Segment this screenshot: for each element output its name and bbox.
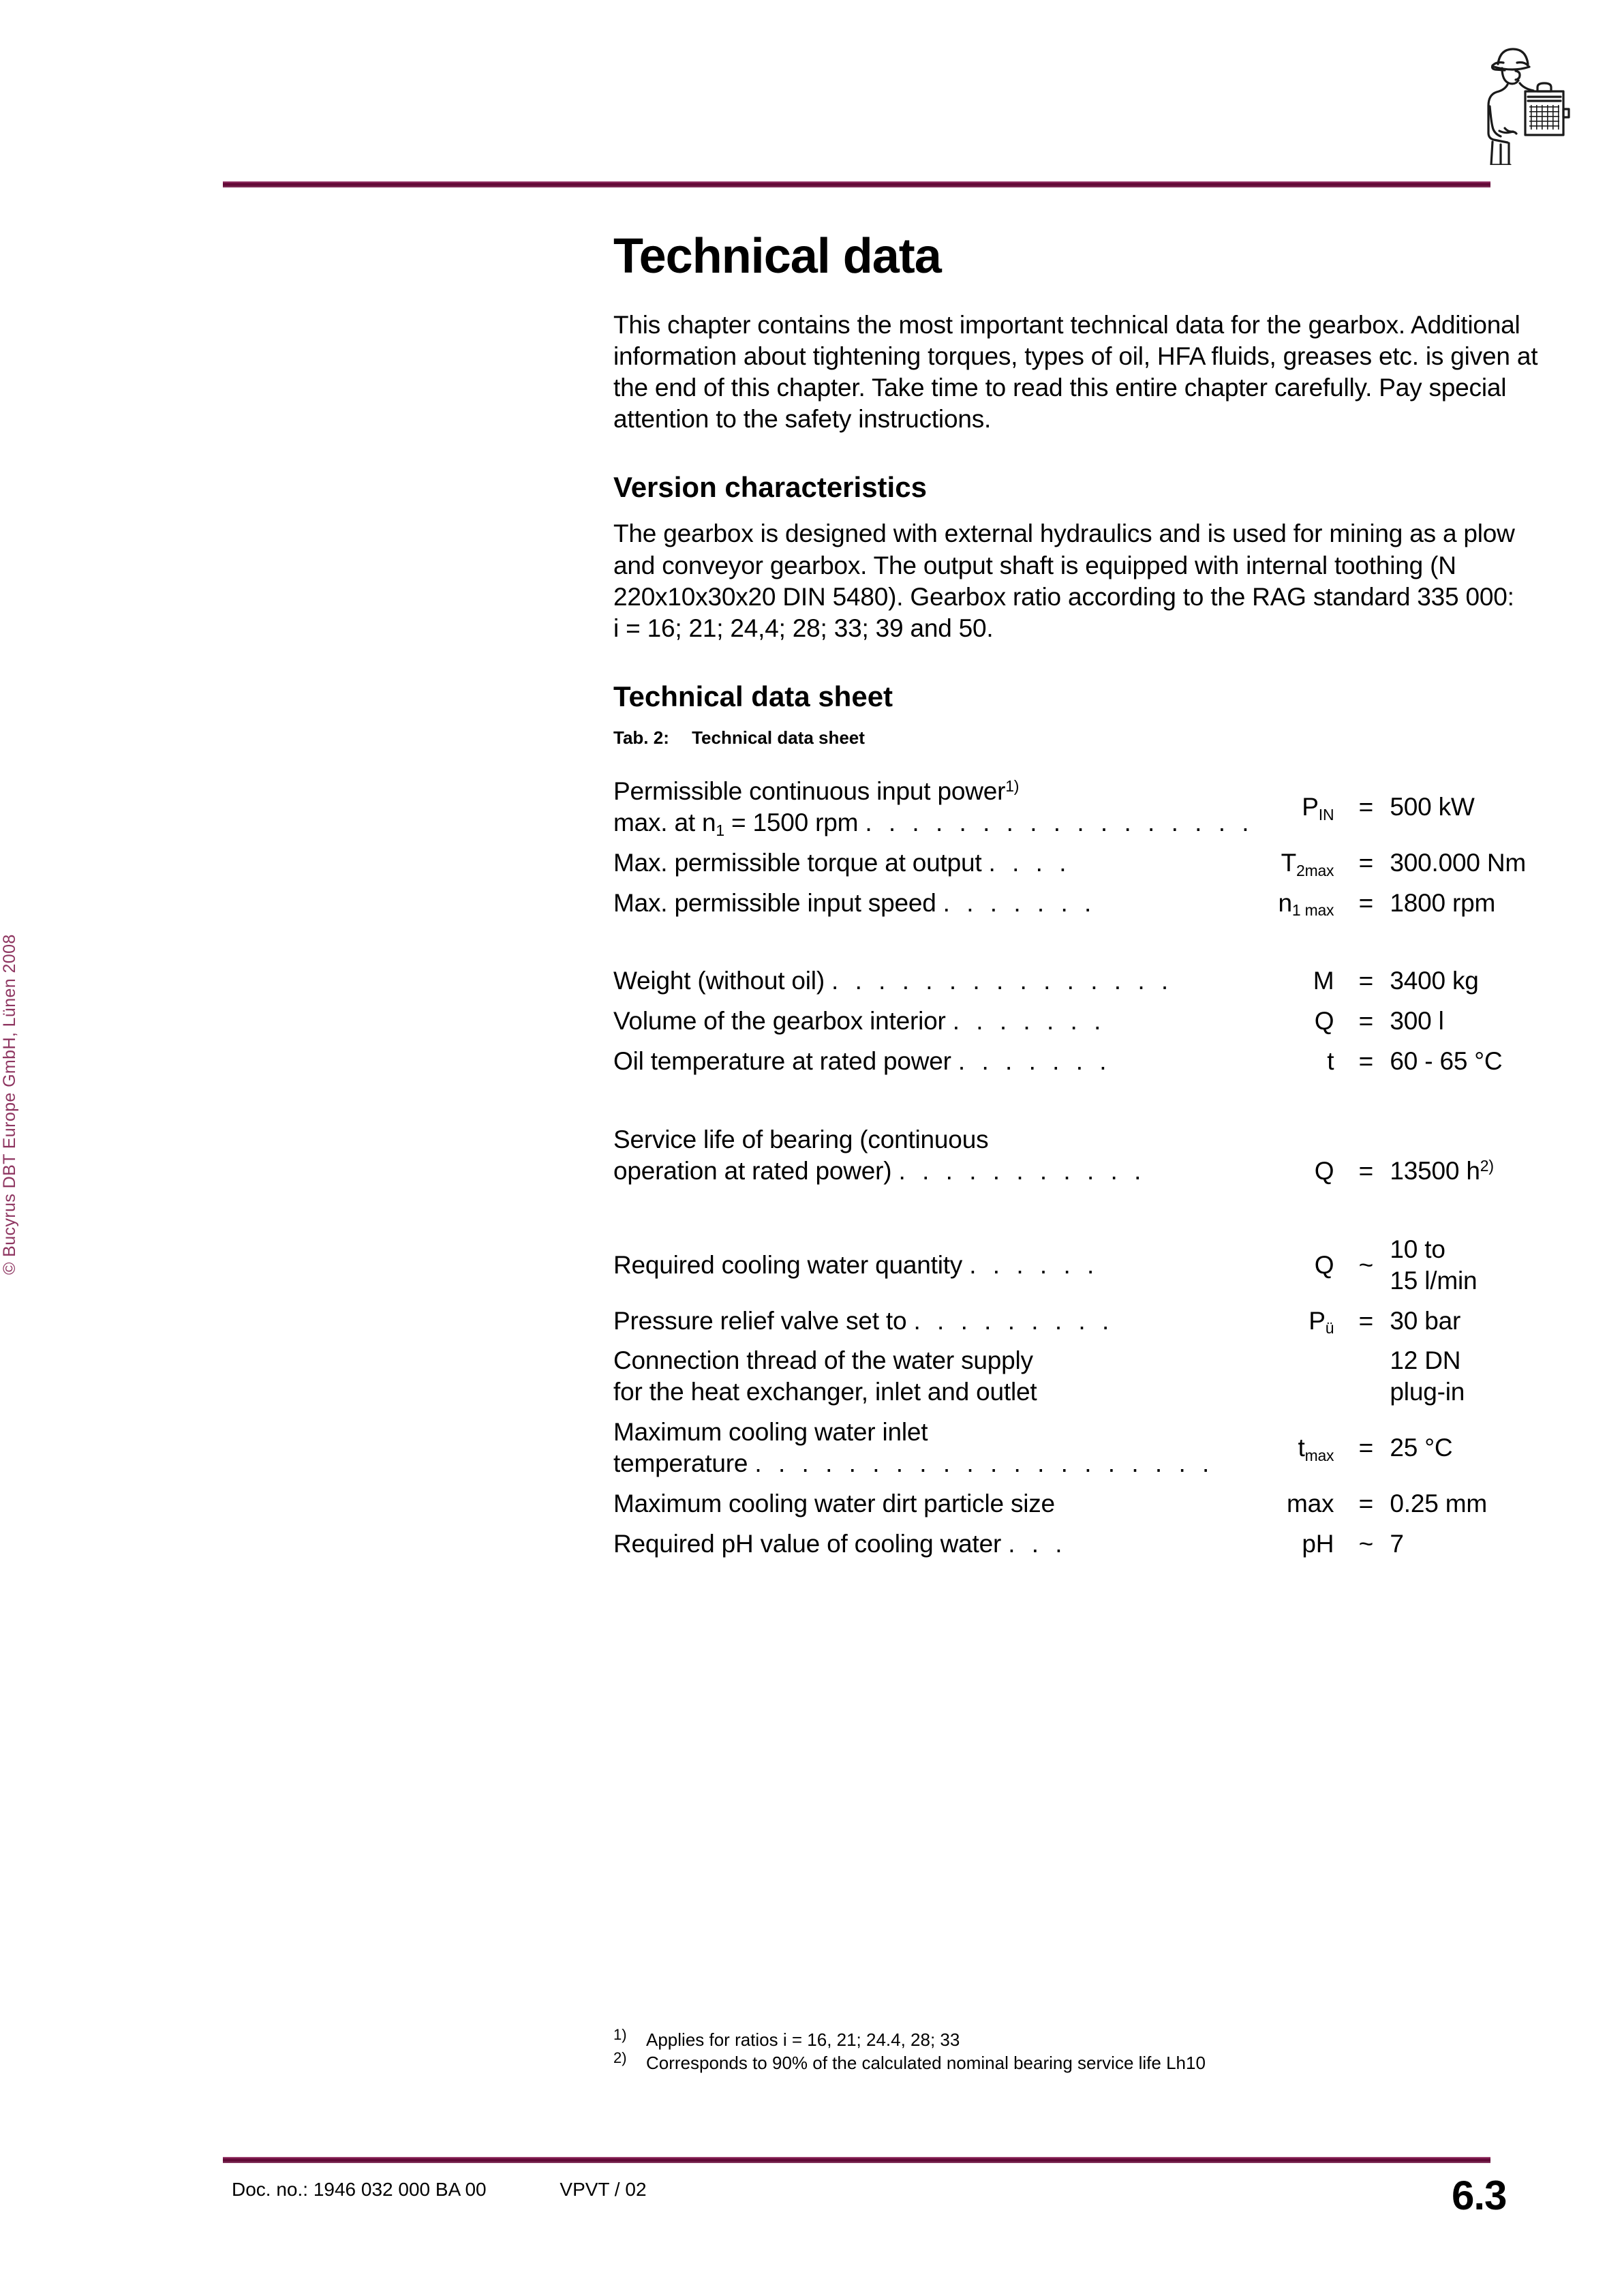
row-value: 12 DN plug-in [1390,1346,1465,1406]
row-label: Maximum cooling water dirt particle size [613,1489,1055,1517]
table-caption-number: Tab. 2: [613,727,669,748]
table-row [613,1046,1561,1086]
row-label: Required cooling water quantity . . . . . . [613,1250,1099,1279]
dot-leader: . . . . . . . . . [913,1306,1114,1335]
row-value: 500 kW [1390,792,1475,821]
row-label: Connection thread of the water supply for the heat exchanger, inlet and outlet [613,1346,1037,1406]
table-row [613,1345,1561,1417]
footnote-item [613,2051,1561,2074]
row-symbol: $P_{IN}$ [1302,792,1334,824]
row-symbol: Q [1314,1007,1334,1036]
footnote-marker: 2) [613,2049,627,2067]
page-number: 6.3 [1452,2173,1507,2218]
table-row [613,1234,1561,1305]
miner-with-clipboard-icon [1457,29,1587,165]
row-symbol: t [1327,1047,1334,1076]
technical-data-sheet-table [613,776,1561,1569]
table-row [613,1006,1561,1046]
footnote-item [613,2028,1561,2051]
row-relation: = [1358,792,1374,821]
version-characteristics-ratios: i = 16; 21; 24,4; 28; 33; 39 and 50. [613,614,994,642]
copyright-notice: © Bucyrus DBT Europe GmbH, Lünen 2008 [0,934,19,1275]
footnotes-block [613,2028,1561,2075]
main-content [613,229,1561,1569]
row-value: 3400 kg [1390,967,1479,995]
row-value: 30 bar [1390,1306,1461,1335]
footnote-text: Corresponds to 90% of the calculated nominal bearing service life Lh10 [646,2053,1206,2074]
row-relation: = [1358,848,1374,877]
section-heading-version-characteristics: Version characteristics [613,471,927,504]
row-label: Oil temperature at rated power . . . . . . . [613,1047,1112,1076]
document-number: Doc. no.: 1946 032 000 BA 00 [232,2179,487,2200]
dot-leader: . . . [1008,1529,1067,1558]
row-label: Service life of bearing (continuous operation at rated power) . . . . . . . . . . . [613,1126,1146,1185]
dot-leader: . . . . [988,848,1071,877]
table-spacer [613,1086,1561,1124]
table-row [613,1305,1561,1346]
dot-leader: . . . . . . [969,1250,1099,1279]
table-caption-text: Technical data sheet [692,727,865,748]
row-relation [1351,1345,1380,1417]
table-row [613,776,1561,847]
version-characteristics-text: The gearbox is designed with external hydraulics and is used for mining as a plow and conveyor gearbox. The output shaft is equipped with internal toothing (N 220x10x30x20 DIN 5480). Gearbox ratio according to the RAG standard 335 000: [613,519,1515,611]
row-symbol: $P_ü$ [1309,1306,1334,1338]
row-value: 300.000 Nm [1390,848,1526,877]
table-caption [613,727,1561,749]
row-relation: ~ [1358,1529,1374,1558]
table-row [613,1124,1561,1196]
table-spacer [613,1196,1561,1234]
table-row [613,1417,1561,1488]
header-rule [223,181,1490,187]
table-row [613,1488,1561,1528]
footnote-ref: 2) [1480,1157,1494,1175]
row-relation: = [1358,1489,1374,1517]
footnote-marker: 1) [613,2026,627,2043]
dot-leader: . . . . . . . [952,1007,1106,1036]
row-relation: ~ [1358,1250,1374,1279]
dot-leader: . . . . . . . . . . . . . . . . . [865,808,1254,836]
row-value: 0.25 mm [1390,1489,1487,1517]
row-symbol: $T_{2max}$ [1281,848,1334,879]
row-value: 60 - 65 °C [1390,1047,1503,1076]
footnote-ref: 1) [1005,777,1020,796]
intro-paragraph: This chapter contains the most important technical data for the gearbox. Additional information about tightening torques, types of oil, HFA fluids, greases etc. is given at the end of this chapter. Take time to read this entire chapter carefully. Pay special attention to the safety instructions. [613,311,1538,434]
row-value: 300 l [1390,1007,1444,1036]
row-symbol: max [1287,1489,1334,1517]
row-value: 1800 rpm [1390,888,1496,917]
row-label: Required pH value of cooling water . . . [613,1529,1067,1558]
table-row [613,847,1561,888]
row-symbol: $t_{max}$ [1298,1434,1334,1464]
page-title: Technical data [613,229,941,284]
table-row [613,888,1561,928]
row-symbol: pH [1302,1529,1334,1558]
footer-left [232,2179,647,2201]
row-label: Volume of the gearbox interior . . . . . . . [613,1007,1106,1036]
row-symbol [1254,1345,1352,1417]
row-relation: = [1358,888,1374,917]
section-heading-technical-data-sheet: Technical data sheet [613,680,893,712]
dot-leader: . . . . . . . [958,1047,1112,1076]
row-label: Weight (without oil) . . . . . . . . . . . . . . . [613,967,1174,995]
table-spacer [613,927,1561,965]
document-revision: VPVT / 02 [560,2179,647,2200]
dot-leader: . . . . . . . . . . . . . . . . . . . . [754,1449,1214,1477]
dot-leader: . . . . . . . [943,888,1097,917]
row-relation: = [1358,1434,1374,1462]
row-symbol: Q [1314,1250,1334,1279]
row-label: Maximum cooling water inlet temperature . . . . . . . . . . . . . . . . . . . . [613,1418,1214,1477]
row-value: 7 [1390,1529,1404,1558]
row-relation: = [1358,1007,1374,1036]
table-row [613,1528,1561,1569]
dot-leader: . . . . . . . . . . . [898,1156,1146,1185]
row-label: Max. permissible input speed . . . . . . . [613,888,1097,917]
dot-leader: . . . . . . . . . . . . . . . [831,967,1174,995]
row-symbol: M [1313,967,1334,995]
row-label: Pressure relief valve set to . . . . . . . . . [613,1306,1114,1335]
row-label: Permissible continuous input power$^{1)}$ max. at $n_1 = 1500$ rpm . . . . . . . . . . . . . . . . . [613,776,1254,839]
row-value: 10 to 15 l/min [1390,1235,1478,1295]
row-relation: = [1358,1306,1374,1335]
row-relation: = [1358,1156,1374,1185]
row-value: 25 °C [1390,1434,1453,1462]
footnote-text: Applies for ratios i = 16, 21; 24.4, 28; 33 [646,2029,960,2050]
table-row [613,965,1561,1006]
row-symbol: Q [1314,1156,1334,1185]
row-relation: = [1358,1047,1374,1076]
row-symbol: $n_{1 max}$ [1278,888,1334,920]
row-relation: = [1358,967,1374,995]
row-label: Max. permissible torque at output . . . . [613,848,1071,877]
row-value: 13500 h$^{2)}$ [1390,1156,1494,1185]
footer-rule [223,2157,1490,2163]
